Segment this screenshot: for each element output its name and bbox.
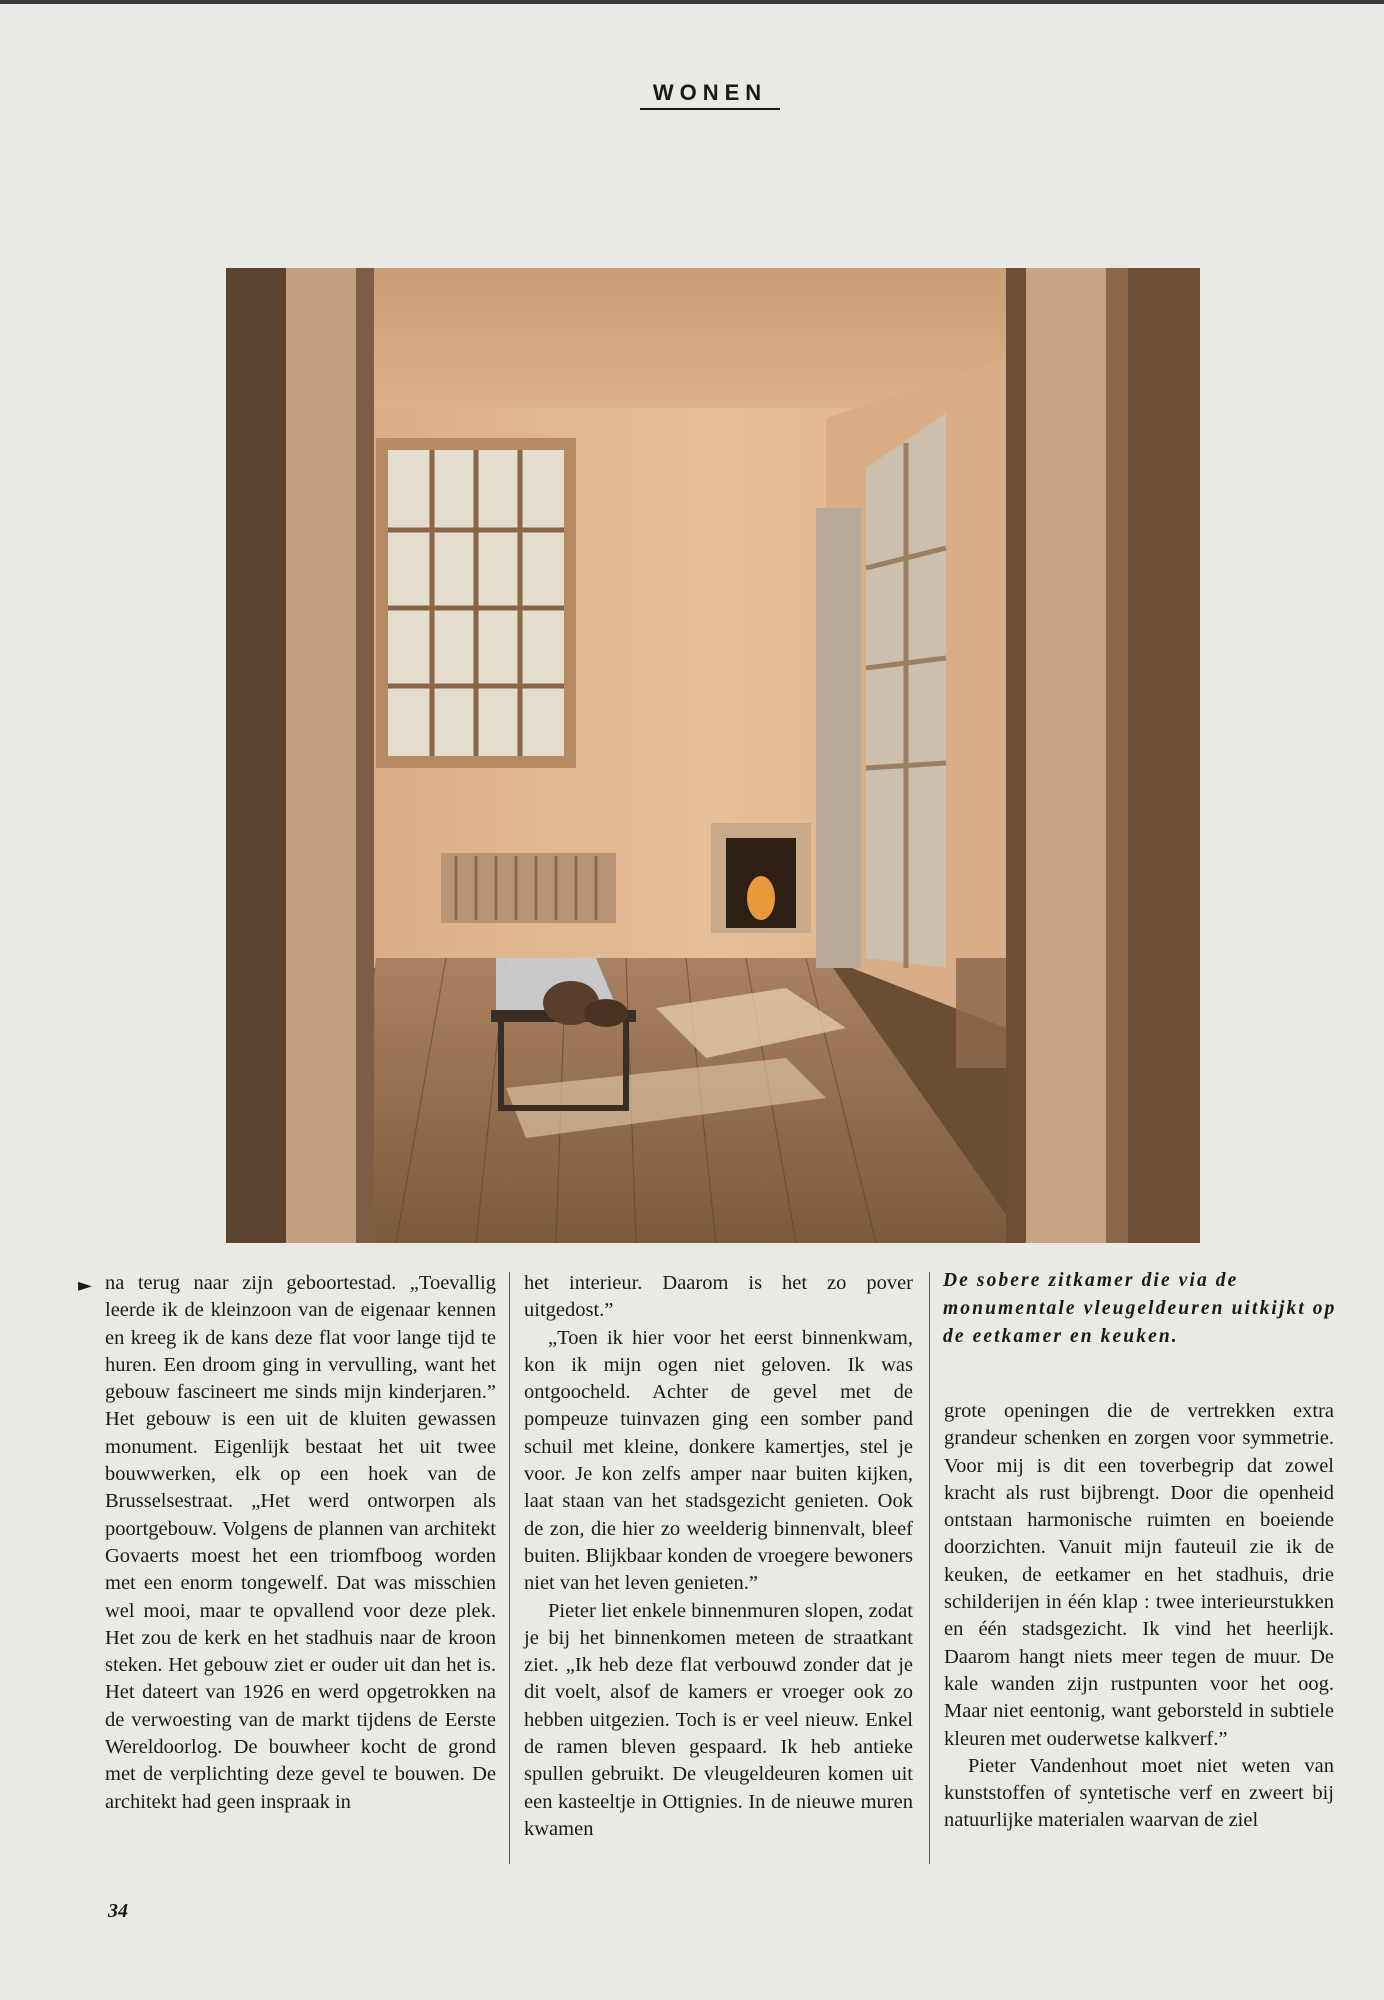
top-edge-line — [0, 0, 1384, 4]
interior-photo — [226, 268, 1200, 1243]
paragraph: Pieter Vandenhout moet niet weten van kunststoffen of syntetische verf en zweert bij natuurlijke materialen waarvan de ziel — [944, 1754, 1334, 1832]
paragraph: grote openingen die de vertrekken extra grandeur schenken en zorgen voor symmetrie. Voor mij is dit een toverbegrip dat zowel kracht als rust bijbrengt. Door die openheid ontstaan harmonische ruimten en boeiende doorzichten. Vanuit mijn fauteuil zie ik de keuken, de eetkamer en het stadhuis, drie schilderijen in één klap : twee interieurstukken en één stadsgezicht. Ik vind het heerlijk. Daarom hangt niets meer tegen de muur. De kale wanden zijn rustpunten voor het oog. Maar niet eentonig, want geborsteld in subtiele kleuren met ouderwetse kalkverf.” — [944, 1400, 1334, 1750]
photo-caption: De sobere zitkamer die via de monumentale vleugeldeuren uitkijkt op de eetkamer en keuken. — [943, 1270, 1337, 1347]
paragraph: het interieur. Daarom is het zo pover uitgedost.” — [524, 1272, 913, 1322]
paragraph: Pieter liet enkele binnenmuren slopen, zodat je bij het binnenkomen meteen de straatkant ziet. „Ik heb deze flat verbouwd zonder dat je dit voelt, alsof de kamers er vroeger ook zo hebben uitgezien. Toch is er veel nieuw. Enkel de ramen bleven gespaard. Ik heb antieke spullen gebruikt. De vleugeldeuren komen uit een kasteeltje in Ottignies. In de nieuwe muren kwamen — [524, 1599, 913, 1840]
article-column-3 — [944, 1398, 1334, 1835]
article-column-2 — [524, 1270, 913, 1843]
column-divider — [929, 1272, 930, 1864]
page-number: 34 — [108, 1900, 128, 1922]
section-title: WONEN — [640, 80, 780, 110]
article-column-1 — [105, 1270, 496, 1816]
continue-marker: ► — [78, 1275, 92, 1296]
paragraph: na terug naar zijn geboortestad. „Toevallig leerde ik de kleinzoon van de eigenaar kennen en kreeg ik de kans deze flat voor lange tijd te huren. Een droom ging in vervulling, want het gebouw fascineert me sinds mijn kinderjaren.” Het gebouw is een uit de kluiten gewassen monument. Eigenlijk bestaat het uit twee bouwwerken, elk op een hoek van de Brusselsestraat. „Het werd ontworpen als poortgebouw. Volgens de plannen van architekt Govaerts moest het een triomfboog worden met een enorm tongewelf. Dat was misschien wel mooi, maar te opvallend voor deze plek. Het zou de kerk en het stadhuis naar de kroon steken. Het gebouw ziet er ouder uit dan het is. Het dateert van 1926 en werd opgetrokken na de verwoesting van de markt tijdens de Eerste Wereldoorlog. De bouwheer kocht de grond met de verplichting deze gevel te bouwen. De architekt had geen inspraak in — [105, 1272, 496, 1813]
paragraph: „Toen ik hier voor het eerst binnenkwam, kon ik mijn ogen niet geloven. Ik was ontgoocheld. Achter de gevel met de pompeuze tuinvazen ging een somber pand schuil met kleine, donkere kamertjes, stel je voor. Je kon zelfs amper naar buiten kijken, laat staan van het stadsgezicht genieten. Ook de zon, die hier zo weelderig binnenvalt, bleef buiten. Blijkbaar konden de vroegere bewoners niet van het leven genieten.” — [524, 1326, 913, 1595]
column-divider — [509, 1272, 510, 1864]
